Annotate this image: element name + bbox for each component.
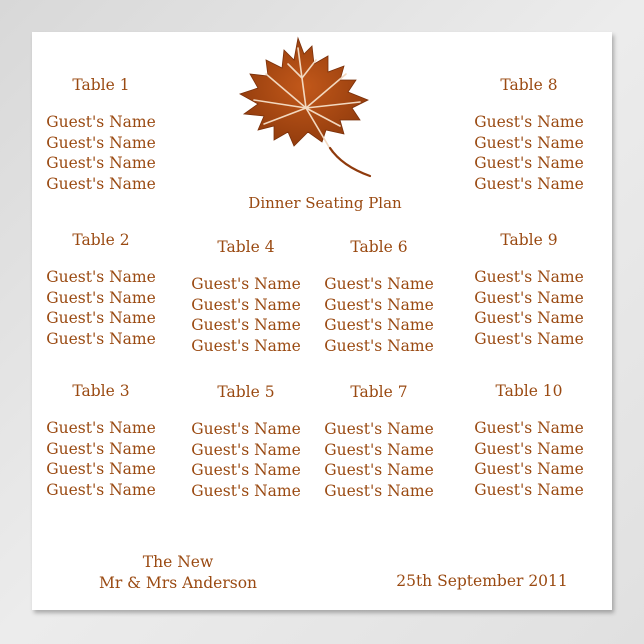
guest-name: Guest's Name xyxy=(474,419,584,437)
table-title: Table 5 xyxy=(217,383,275,401)
guest-name: Guest's Name xyxy=(46,439,156,458)
table-block xyxy=(324,383,434,501)
table-block xyxy=(474,382,584,500)
guest-name: Guest's Name xyxy=(191,461,301,479)
guest-name: Guest's Name xyxy=(46,133,156,152)
table-title: Table 9 xyxy=(500,231,558,249)
guest-name: Guest's Name xyxy=(474,460,584,478)
guest-name: Guest's Name xyxy=(46,174,156,193)
guest-name: Guest's Name xyxy=(474,309,584,327)
table-block xyxy=(191,383,301,501)
guest-name: Guest's Name xyxy=(324,420,434,438)
guest-name: Guest's Name xyxy=(191,316,301,334)
guest-name: Guest's Name xyxy=(191,420,301,438)
guest-name: Guest's Name xyxy=(324,461,434,479)
guest-name: Guest's Name xyxy=(46,268,156,286)
table-title: Table 2 xyxy=(72,231,130,249)
couple-name: Mr & Mrs Anderson xyxy=(98,574,258,592)
table-block xyxy=(474,231,584,349)
table-block xyxy=(46,231,156,349)
table-title: Table 4 xyxy=(217,238,275,256)
table-title: Table 3 xyxy=(72,382,130,400)
guest-name: Guest's Name xyxy=(474,174,584,193)
table-title: Table 10 xyxy=(495,382,563,400)
table-title: Table 6 xyxy=(350,238,408,256)
guest-name: Guest's Name xyxy=(324,481,434,500)
guest-name: Guest's Name xyxy=(46,480,156,499)
guest-name: Guest's Name xyxy=(474,288,584,307)
guest-name: Guest's Name xyxy=(46,288,156,307)
guest-name: Guest's Name xyxy=(474,268,584,286)
wedding-date: 25th September 2011 xyxy=(396,572,568,590)
guest-name: Guest's Name xyxy=(46,113,156,131)
guest-name: Guest's Name xyxy=(474,154,584,172)
table-title: Table 7 xyxy=(350,383,408,401)
footer-line-1: The New xyxy=(142,553,214,571)
table-block xyxy=(324,238,434,356)
table-block xyxy=(46,382,156,500)
guest-name: Guest's Name xyxy=(324,336,434,355)
guest-name: Guest's Name xyxy=(46,419,156,437)
table-block xyxy=(474,76,584,194)
guest-name: Guest's Name xyxy=(474,133,584,152)
guest-name: Guest's Name xyxy=(474,439,584,458)
plan-title: Dinner Seating Plan xyxy=(248,194,402,212)
table-block xyxy=(191,238,301,356)
guest-name: Guest's Name xyxy=(46,309,156,327)
guest-name: Guest's Name xyxy=(474,113,584,131)
guest-name: Guest's Name xyxy=(191,275,301,293)
guest-name: Guest's Name xyxy=(474,480,584,499)
guest-name: Guest's Name xyxy=(324,275,434,293)
table-title: Table 8 xyxy=(500,76,558,94)
guest-name: Guest's Name xyxy=(46,154,156,172)
maple-leaf-icon xyxy=(236,34,376,180)
table-block xyxy=(46,76,156,194)
guest-name: Guest's Name xyxy=(191,295,301,314)
guest-name: Guest's Name xyxy=(191,481,301,500)
guest-name: Guest's Name xyxy=(324,295,434,314)
guest-name: Guest's Name xyxy=(324,440,434,459)
guest-name: Guest's Name xyxy=(46,460,156,478)
guest-name: Guest's Name xyxy=(474,329,584,348)
guest-name: Guest's Name xyxy=(46,329,156,348)
guest-name: Guest's Name xyxy=(324,316,434,334)
table-title: Table 1 xyxy=(72,76,130,94)
guest-name: Guest's Name xyxy=(191,336,301,355)
guest-name: Guest's Name xyxy=(191,440,301,459)
